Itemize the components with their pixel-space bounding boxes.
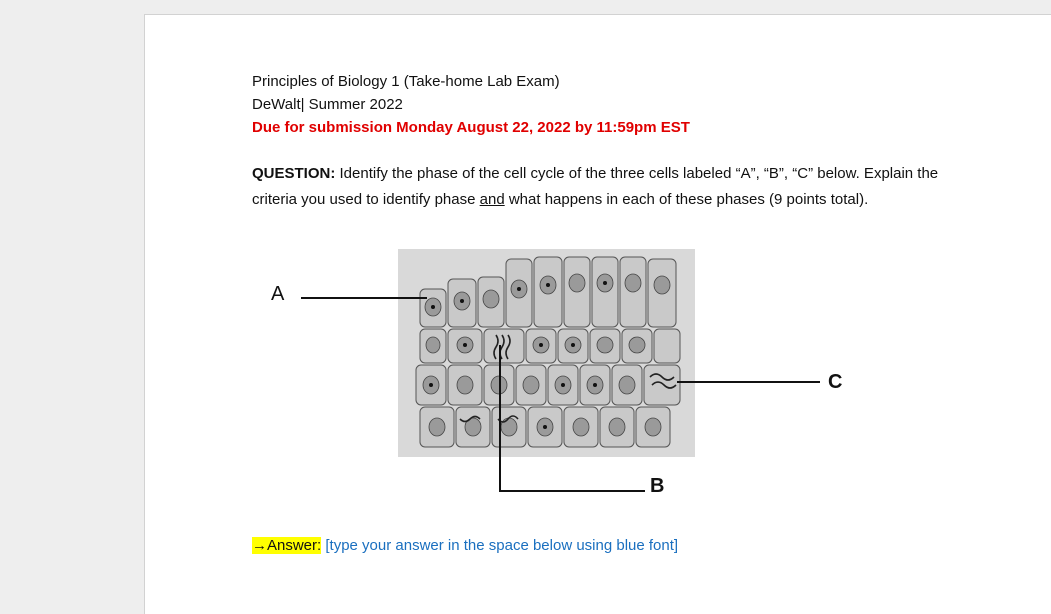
document-page — [144, 14, 1051, 614]
leader-line-b-horizontal — [499, 490, 645, 492]
arrow-icon: → — [252, 537, 267, 554]
answer-label: Answer: — [267, 537, 322, 554]
leader-line-a — [301, 297, 427, 299]
answer-highlight — [252, 537, 321, 554]
leader-line-b-vertical — [499, 345, 501, 491]
answer-placeholder[interactable]: [type your answer in the space below using blue font] — [321, 537, 679, 554]
label-a: A — [271, 283, 285, 305]
answer-line[interactable] — [252, 537, 678, 554]
question-underlined-word: and — [479, 191, 505, 208]
question-label: QUESTION: — [252, 165, 336, 182]
course-title: Principles of Biology 1 (Take-home Lab Exam) — [252, 73, 560, 90]
instructor-term: DeWalt| Summer 2022 — [252, 96, 403, 113]
question-text-2: what happens in each of these phases (9 points total). — [504, 191, 869, 208]
question-paragraph — [252, 161, 942, 213]
onion-root-tip-micrograph — [398, 249, 695, 457]
question-text-1: Identify the phase of the cell cycle of the three cells labeled “A”, “B”, “C” below. Explain the criteria you used to identify phase — [252, 165, 939, 208]
due-date: Due for submission Monday August 22, 2022 by 11:59pm EST — [252, 119, 690, 136]
label-c: C — [828, 371, 843, 393]
label-b: B — [650, 475, 665, 497]
leader-line-c — [677, 381, 820, 383]
